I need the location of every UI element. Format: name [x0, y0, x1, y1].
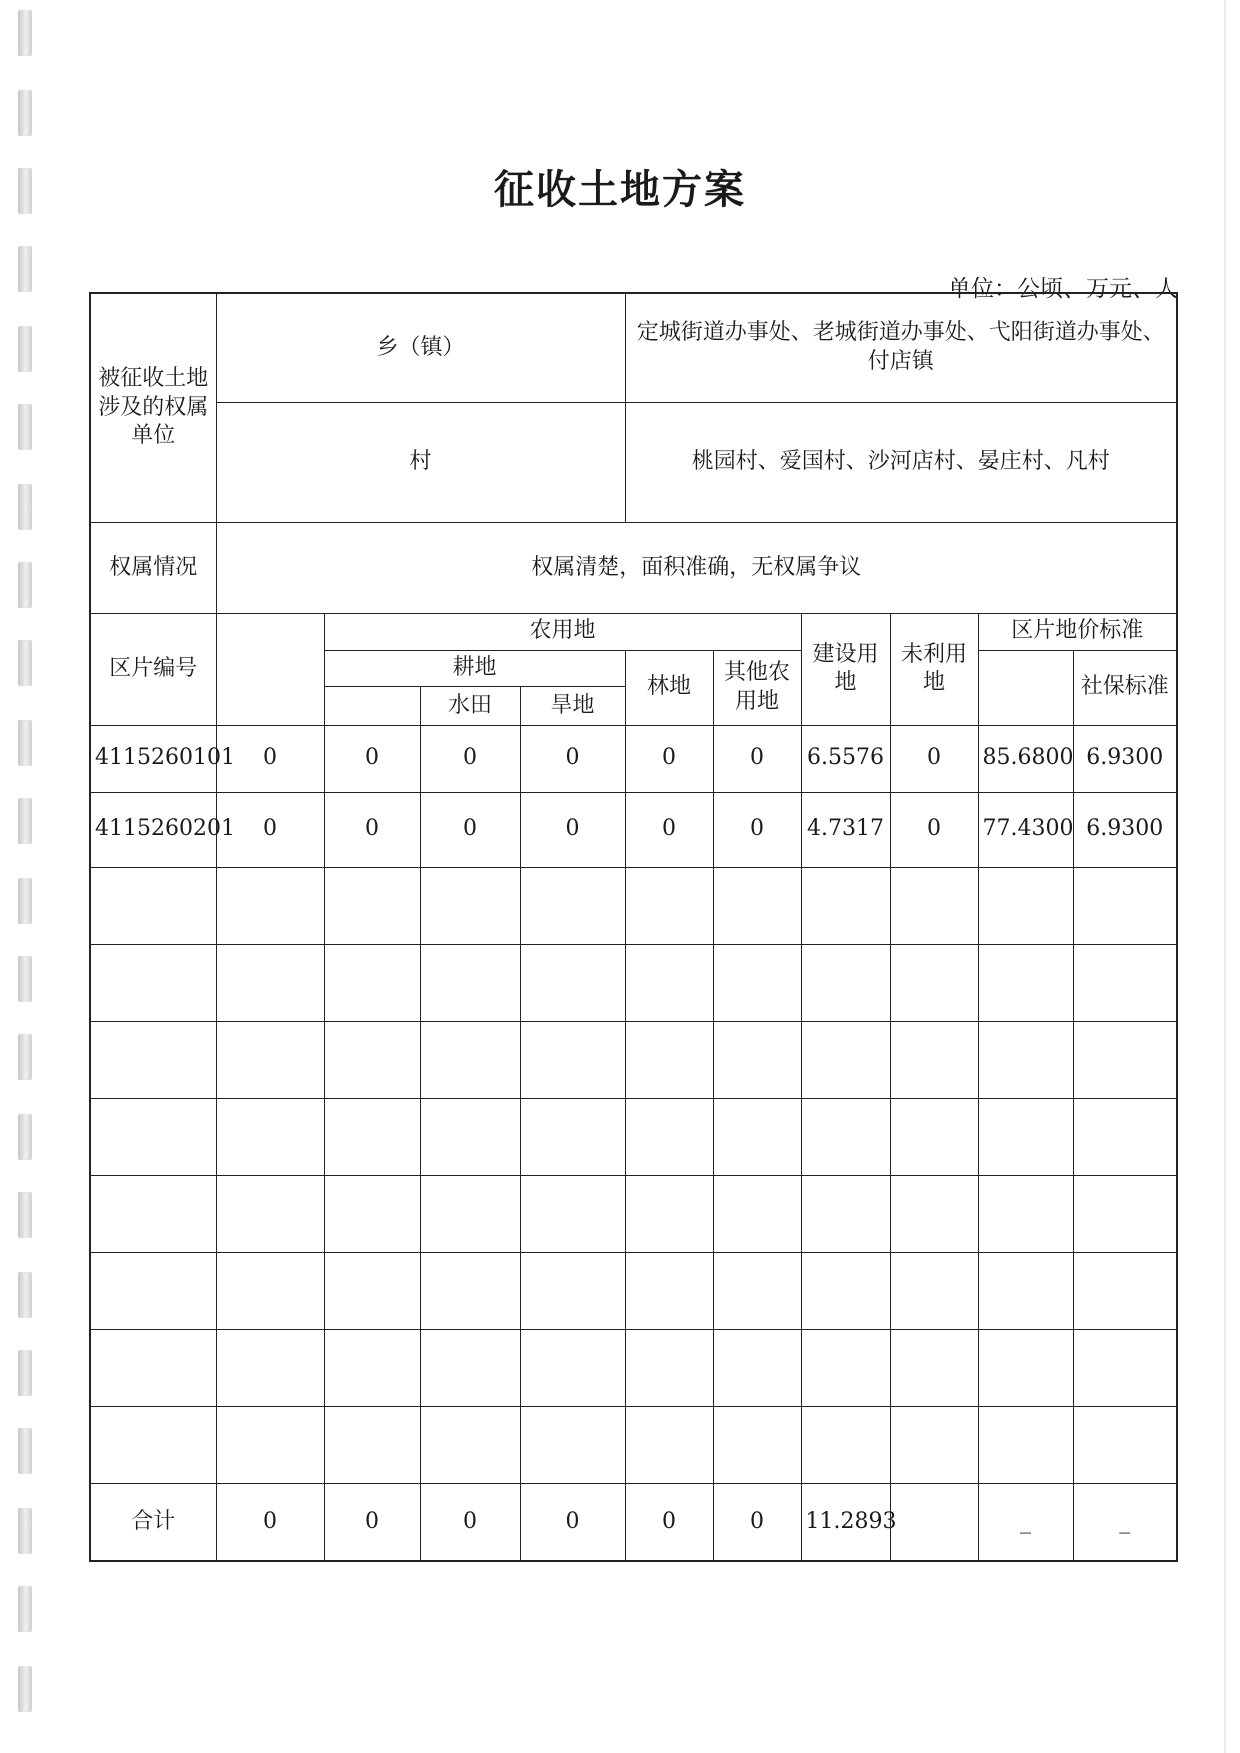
ownership-label: 被征收土地涉及的权属单位 [90, 293, 216, 522]
town-value: 定城街道办事处、老城街道办事处、弋阳街道办事处、付店镇 [625, 293, 1177, 403]
header-price-standard: 区片地价标准 [978, 614, 1177, 651]
cell-value: 0 [420, 792, 520, 867]
header-agricultural: 农用地 [324, 614, 801, 651]
empty-row [90, 1098, 1177, 1175]
total-construction: 11.2893 [801, 1484, 890, 1561]
cell-value: 0 [625, 792, 713, 867]
header-forest: 林地 [625, 650, 713, 725]
status-value: 权属清楚，面积准确，无权属争议 [216, 522, 1177, 613]
cell-value: 0 [625, 725, 713, 792]
header-cultivated-blank [324, 687, 420, 726]
total-unused [890, 1484, 978, 1561]
header-price-blank [978, 650, 1073, 725]
unused-value: 0 [890, 725, 978, 792]
binding-holes [18, 0, 34, 1753]
construction-value: 6.5576 [801, 725, 890, 792]
header-other-agri: 其他农用地 [713, 650, 801, 725]
total-social: _ [1073, 1484, 1177, 1561]
total-value: 0 [625, 1484, 713, 1561]
cell-value: 0 [324, 792, 420, 867]
cell-value: 0 [713, 792, 801, 867]
unit-note: 单位：公顷、万元、人 [948, 276, 1178, 302]
empty-row [90, 1021, 1177, 1098]
total-value: 0 [520, 1484, 625, 1561]
header-construction: 建设用地 [801, 614, 890, 726]
construction-value: 4.7317 [801, 792, 890, 867]
page-edge [1224, 0, 1226, 1753]
land-acquisition-table [89, 292, 1178, 1562]
empty-row [90, 944, 1177, 1021]
header-blank [216, 614, 324, 726]
header-social-security: 社保标准 [1073, 650, 1177, 725]
social-value: 6.9300 [1073, 725, 1177, 792]
total-price: _ [978, 1484, 1073, 1561]
empty-row [90, 1330, 1177, 1407]
header-paddy: 水田 [420, 687, 520, 726]
page-title: 征收土地方案 [494, 166, 746, 213]
table-row [90, 725, 1177, 792]
village-label: 村 [216, 403, 625, 523]
cell-value: 0 [713, 725, 801, 792]
total-value: 0 [713, 1484, 801, 1561]
village-value: 桃园村、爱国村、沙河店村、晏庄村、凡村 [625, 403, 1177, 523]
status-label: 权属情况 [90, 522, 216, 613]
total-value: 0 [420, 1484, 520, 1561]
price-value: 77.4300 [978, 792, 1073, 867]
empty-row [90, 867, 1177, 944]
cell-value: 0 [216, 792, 324, 867]
total-label: 合计 [90, 1484, 216, 1561]
empty-row [90, 1253, 1177, 1330]
town-label: 乡（镇） [216, 293, 625, 403]
header-dry: 旱地 [520, 687, 625, 726]
cell-value: 0 [520, 725, 625, 792]
unused-value: 0 [890, 792, 978, 867]
cell-value: 0 [324, 725, 420, 792]
header-unused: 未利用地 [890, 614, 978, 726]
cell-value: 0 [216, 725, 324, 792]
total-value: 0 [324, 1484, 420, 1561]
cell-value: 0 [520, 792, 625, 867]
total-value: 0 [216, 1484, 324, 1561]
social-value: 6.9300 [1073, 792, 1177, 867]
zone-code: 4115260101 [90, 725, 216, 792]
zone-code: 4115260201 [90, 792, 216, 867]
price-value: 85.6800 [978, 725, 1073, 792]
cell-value: 0 [420, 725, 520, 792]
empty-row [90, 1175, 1177, 1252]
header-cultivated: 耕地 [324, 650, 625, 687]
table-row [90, 792, 1177, 867]
empty-row [90, 1407, 1177, 1484]
header-zone-code: 区片编号 [90, 614, 216, 726]
total-row [90, 1484, 1177, 1561]
